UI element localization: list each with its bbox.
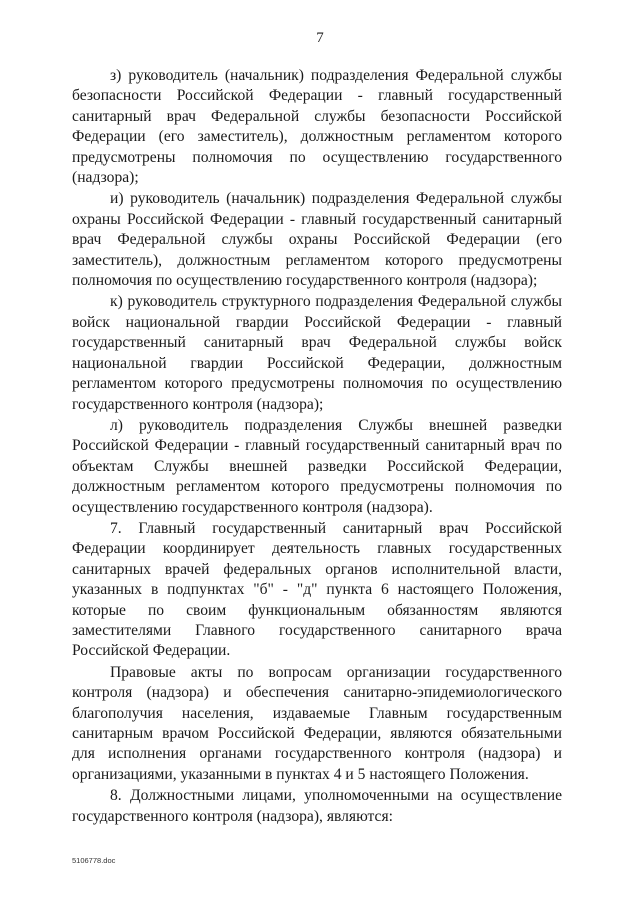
footer-doc-code: 5106778.doc [72, 856, 116, 865]
paragraph-legal-acts: Правовые акты по вопросам организации государственного контроля (надзора) и обеспечения санитарно-эпидемиологического благополучия населения, издаваемые Главным государственным санитарным врачом Российской Федерации, являются обязательными для исполнения органами государственного контроля (надзора) и организациями, указанными в пунктах 4 и 5 настоящего Положения. [72, 663, 562, 783]
document-body [72, 66, 562, 828]
page-number: 7 [316, 30, 324, 46]
paragraph-z: з) руководитель (начальник) подразделения Федеральной службы безопасности Российской Федерации - главный государственный санитарный врач Федеральной службы безопасности Российской Федерации (его заместитель), должностным регламентом которого предусмотрены полномочия по осуществлению государственного (надзора); [72, 67, 562, 187]
paragraph-8: 8. Должностными лицами, уполномоченными на осуществление государственного контроля (надзора), являются: [72, 787, 562, 825]
paragraph-l: л) руководитель подразделения Службы внешней разведки Российской Федерации - главный государственный санитарный врач по объектам Службы внешней разведки Российской Федерации, должностным регламентом которого предусмотрены полномочия по осуществлению государственного контроля (надзора). [72, 416, 562, 516]
paragraph-i: и) руководитель (начальник) подразделения Федеральной службы охраны Российской Федерации - главный государственный санитарный врач Федеральной службы охраны Российской Федерации (его заместитель), должностным регламентом которого предусмотрены полномочия по осуществлению государственного контроля (надзора); [72, 190, 562, 290]
paragraph-k: к) руководитель структурного подразделения Федеральной службы войск национальной гвардии Российской Федерации - главный государственный санитарный врач Федеральной службы войск национальной гвардии Российской Федерации, должностным регламентом которого предусмотрены полномочия по осуществлению государственного контроля (надзора); [72, 293, 562, 413]
paragraph-7: 7. Главный государственный санитарный врач Российской Федерации координирует деятельность главных государственных санитарных врачей федеральных органов исполнительной власти, указанных в подпунктах "б" - "д" пункта 6 настоящего Положения, которые по своим функциональным обязанностям являются заместителями Главного государственного санитарного врача Российской Федерации. [72, 519, 562, 660]
